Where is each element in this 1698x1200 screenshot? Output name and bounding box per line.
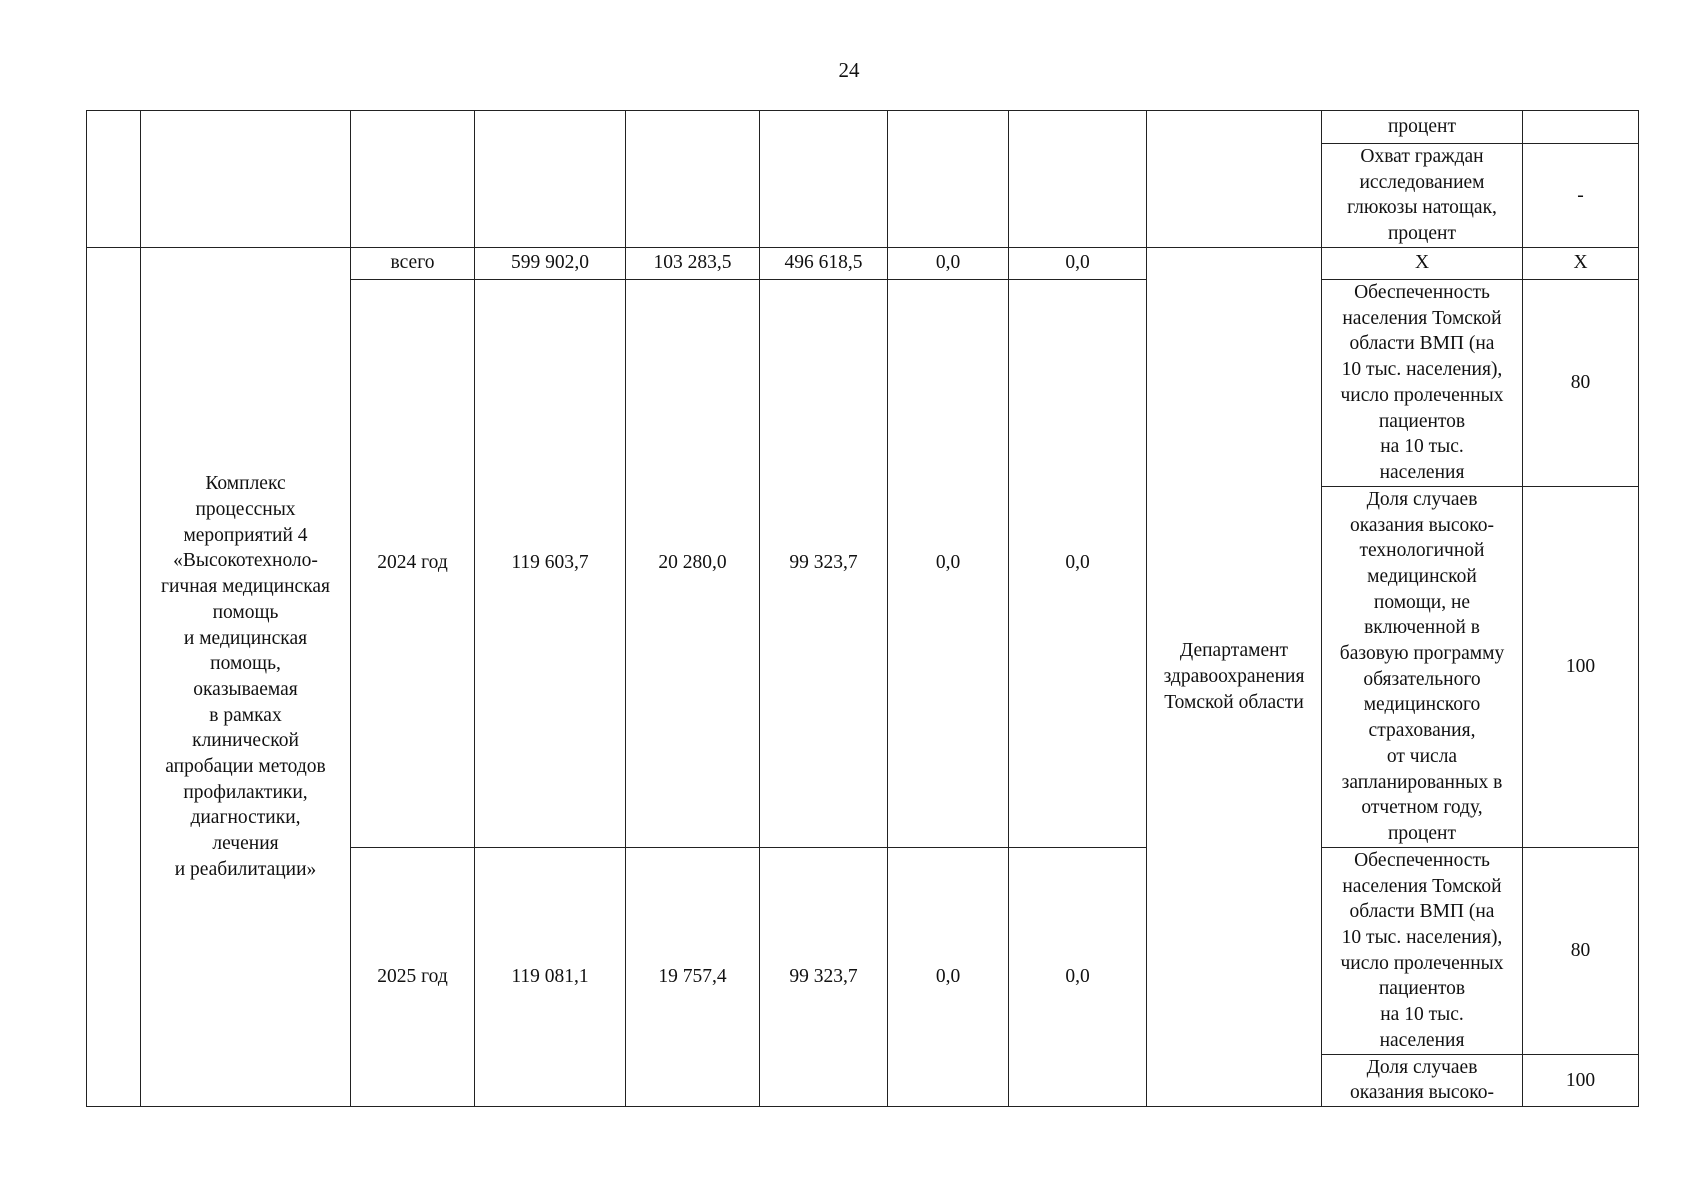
page-number: 24 bbox=[838, 58, 860, 82]
amount-cell bbox=[626, 111, 760, 248]
indicator-value-cell: 80 bbox=[1523, 279, 1639, 486]
amount-cell: 0,0 bbox=[888, 847, 1009, 1106]
indicator-cell: процент bbox=[1322, 111, 1523, 144]
amount-cell bbox=[475, 111, 626, 248]
indicator-value-cell bbox=[1523, 111, 1639, 144]
indicator-value-cell: Х bbox=[1523, 247, 1639, 279]
amount-cell: 0,0 bbox=[1009, 247, 1147, 279]
amount-cell: 99 323,7 bbox=[760, 847, 888, 1106]
period-cell: 2025 год bbox=[351, 847, 475, 1106]
amount-cell bbox=[760, 111, 888, 248]
indicator-value-cell: - bbox=[1523, 144, 1639, 248]
program-table bbox=[86, 110, 1639, 1107]
amount-cell: 19 757,4 bbox=[626, 847, 760, 1106]
indicator-cell: Охват граждан исследованием глюкозы натощак, процент bbox=[1322, 144, 1523, 248]
amount-cell: 103 283,5 bbox=[626, 247, 760, 279]
amount-cell bbox=[888, 111, 1009, 248]
amount-cell: 599 902,0 bbox=[475, 247, 626, 279]
amount-cell: 99 323,7 bbox=[760, 279, 888, 847]
amount-cell: 119 081,1 bbox=[475, 847, 626, 1106]
period-cell bbox=[351, 111, 475, 248]
period-cell: 2024 год bbox=[351, 279, 475, 847]
table-row-total bbox=[87, 247, 1639, 279]
indicator-cell: Обеспеченность населения Томской области ВМП (на 10 тыс. населения), число пролеченных пациентов на 10 тыс. населения bbox=[1322, 847, 1523, 1054]
complex-name-cell: Комплекс процессных мероприятий 4 «Высокотехноло- гичная медицинская помощь и медицинская помощь, оказываемая в рамках клинической апробации методов профилактики, диагностики, лечения и реабилитации» bbox=[141, 247, 351, 1106]
indicator-cell: Доля случаев оказания высоко- технологичной медицинской помощи, не включенной в базовую программу обязательного медицинского страхования, от числа запланированных в отчетном году, процент bbox=[1322, 486, 1523, 847]
table-row bbox=[87, 111, 1639, 144]
indicator-value-cell: 100 bbox=[1523, 486, 1639, 847]
executor-cell bbox=[1147, 111, 1322, 248]
executor-cell: Департамент здравоохранения Томской области bbox=[1147, 247, 1322, 1106]
indicator-value-cell: 80 bbox=[1523, 847, 1639, 1054]
amount-cell: 0,0 bbox=[1009, 279, 1147, 847]
amount-cell: 0,0 bbox=[888, 247, 1009, 279]
amount-cell: 0,0 bbox=[1009, 847, 1147, 1106]
indicator-cell: Доля случаев оказания высоко- bbox=[1322, 1054, 1523, 1106]
amount-cell: 20 280,0 bbox=[626, 279, 760, 847]
indicator-cell: Обеспеченность населения Томской области ВМП (на 10 тыс. населения), число пролеченных пациентов на 10 тыс. населения bbox=[1322, 279, 1523, 486]
number-cell bbox=[87, 111, 141, 248]
indicator-cell: Х bbox=[1322, 247, 1523, 279]
amount-cell: 496 618,5 bbox=[760, 247, 888, 279]
number-cell bbox=[87, 247, 141, 1106]
complex-name-cell bbox=[141, 111, 351, 248]
period-cell: всего bbox=[351, 247, 475, 279]
amount-cell: 0,0 bbox=[888, 279, 1009, 847]
amount-cell: 119 603,7 bbox=[475, 279, 626, 847]
amount-cell bbox=[1009, 111, 1147, 248]
indicator-value-cell: 100 bbox=[1523, 1054, 1639, 1106]
